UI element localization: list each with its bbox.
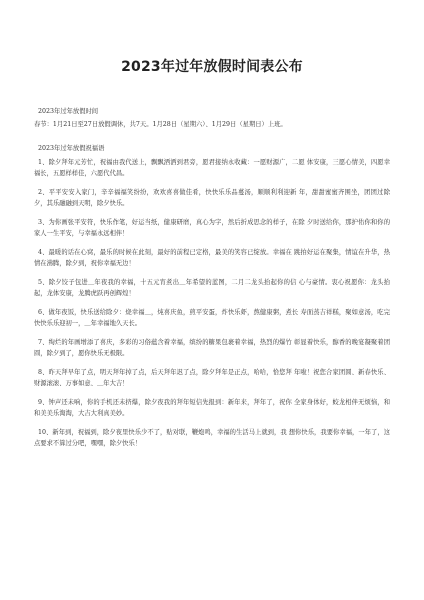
greeting-paragraph: 9、钟声还未响，你的手机还未挤爆，除夕夜我的拜年短信先报到：新年来，拜年了，祝你 全家身体好，蛟龙相伴无烦恼，和和美美乐淘淘，大吉大利真美妙。	[34, 399, 390, 417]
greetings-list	[34, 158, 390, 449]
section-heading-greetings: 2023年过年放假祝福语	[38, 145, 105, 152]
greeting-paragraph: 5、除夕饺子包进＿年夜我的幸福，十五元宵煮出＿年希望的蓝图，二月二龙头抬起你的信 心与豪情。衷心祝愿你：龙头抬起，龙体安康，龙腾虎跃再创辉煌！	[34, 279, 390, 297]
greeting-paragraph: 4、最暖的话在心窝，最乐的时候在此刻，最好的前程已定格，最美的笑容已绽放。幸福在 跳拍好运在聚集，情谊在升华，热情在沸腾，除夕到，祝你幸福无边！	[34, 249, 390, 267]
greeting-paragraph: 6、做年夜饭，快乐送给除夕：烧幸福＿，炖喜庆鱼，煎平安蛋，炸快乐虾，熬健康粥，煮长 寿面蒸吉祥糕，聚如意汤，吃完快快乐乐迎初一，＿年幸福地久天长。	[34, 309, 390, 327]
holiday-schedule-line: 春节：1月21日至27日放假调休，共7天。1月28日（星期六）、1月29日（星期日）上班。	[34, 121, 287, 128]
greeting-paragraph: 7、绚烂的年画增添了喜庆，多彩的习俗蕴含着幸福，缤纷的糖果包裹着幸福，热烈的爆竹 彰显着快乐，醇香的晚宴凝聚着团圆，除夕到了，愿你快乐无极限。	[34, 339, 390, 357]
section-heading-holiday-time: 2023年过年放假时间	[38, 108, 99, 115]
greeting-paragraph: 2、平平安安入家门，辛辛福福笑纷纷，欢欢喜喜做佳肴，快快乐乐品蔓汤，顺顺利利迎新 年，甜甜蜜蜜齐围坐，团团过除夕，其乐融融到天明，除夕快乐。	[34, 189, 390, 207]
greeting-paragraph: 3、为你画张平安符，快乐作笔，好运当纸，健康研磨，真心为字，然后折成思念的样子，在除 夕时送给你，那护佑你和你的家人一生平安，与幸福永远相伴！	[34, 219, 390, 237]
greeting-paragraph: 10、新年到，祝福到，除夕夜里快乐少不了，贴对联，鞭炮鸣，幸福的生活马上就到，我 想你快乐，我要你幸福，一年了，这点要求不算过分吧，嘿嘿，除夕快乐！	[34, 429, 390, 447]
greeting-paragraph: 8、昨天拜早年了点，明天拜年掉了点，后天拜年迟了点，除夕拜年是正点，哈哈，恰您拜 年啦！祝您合家团圆、新春快乐、财源滚滚、万事如意、＿年大吉！	[34, 369, 390, 387]
greeting-paragraph: 1、除夕拜年元芳忙，祝福由我代送上，飘飘洒洒到君旁，愿君接纳永收藏：一愿财源广，二愿 体安康，三愿心情美，四愿幸福长，五愿样样佳，六愿代代昌。	[34, 159, 390, 177]
document-title: 2023年过年放假时间表公布	[121, 59, 303, 75]
